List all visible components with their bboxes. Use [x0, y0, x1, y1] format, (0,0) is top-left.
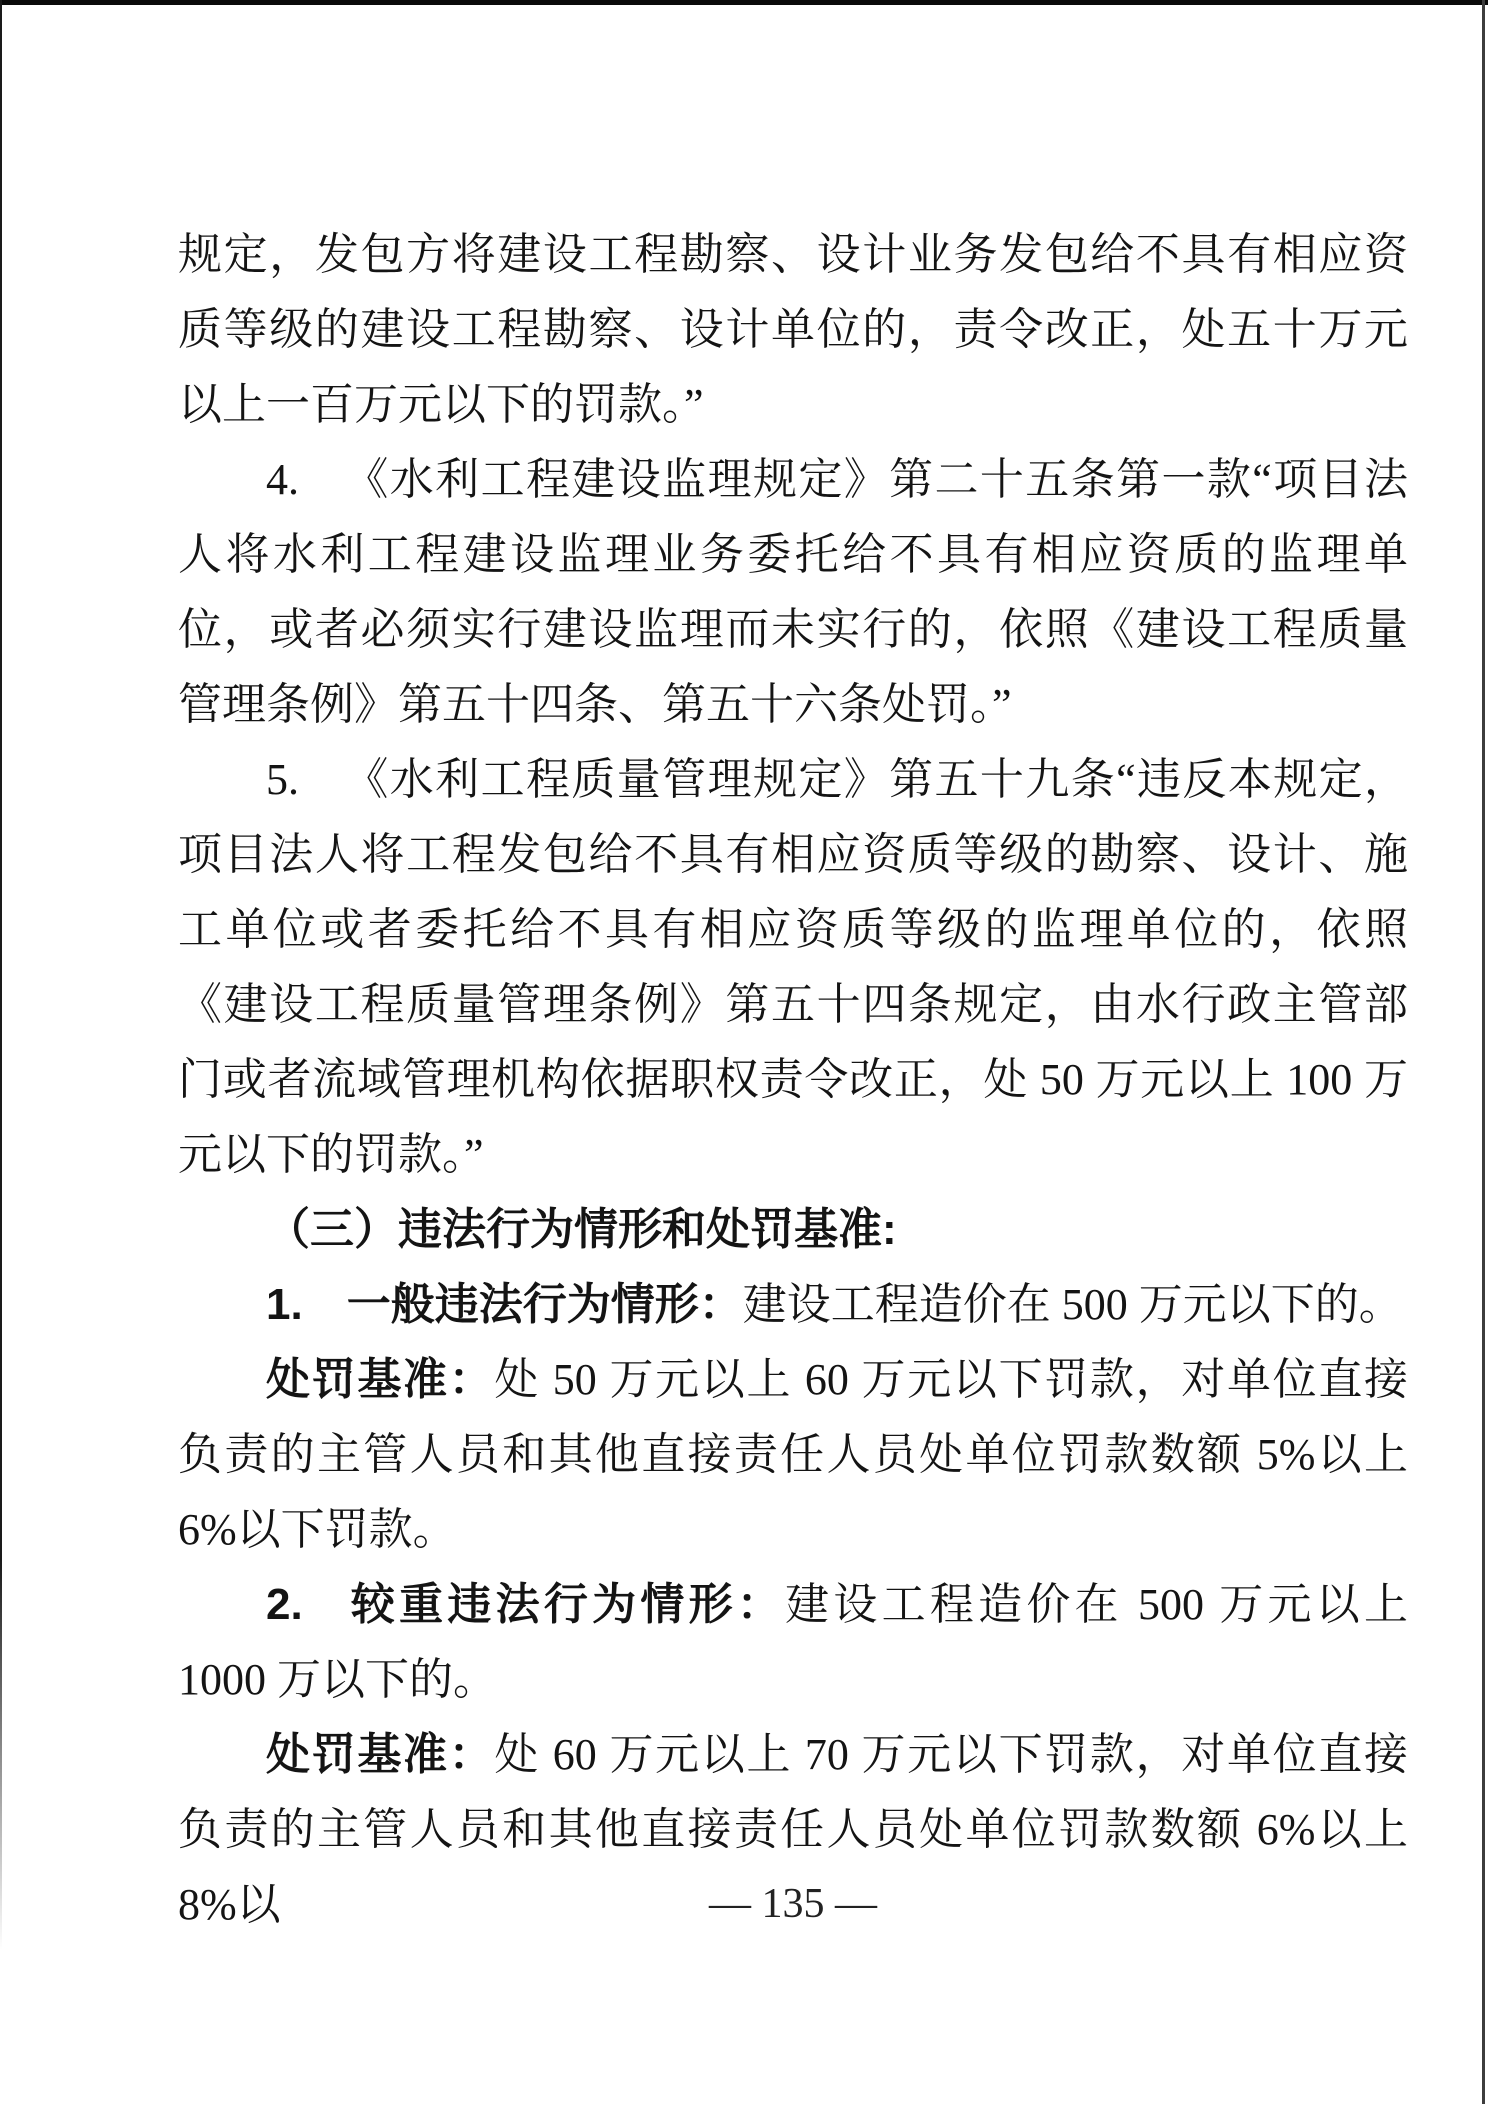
scan-edge-right: [1482, 0, 1485, 2104]
paragraph-text: 处 50 万元以上 60 万元以下罚款，对单位直接负责的主管人员和其他直接责任人员处单位罚款数额 5%以上 6%以下罚款。: [178, 1355, 1409, 1554]
paragraph-text: 建设工程造价在 500 万元以下的。: [742, 1280, 1403, 1329]
scan-edge-top: [0, 0, 1488, 5]
scan-edge-left: [0, 0, 2, 1950]
paragraph-continuation: 规定，发包方将建设工程勘察、设计业务发包给不具有相应资质等级的建设工程勘察、设计单位的，责令改正，处五十万元以上一百万元以下的罚款。”: [178, 230, 1408, 429]
paragraph-text: 建设工程造价在 500 万元以上 1000 万以下的。: [178, 1580, 1408, 1704]
section-heading: （三）违法行为情形和处罚基准:: [266, 1205, 897, 1254]
paragraph-item-4: 4. 《水利工程建设监理规定》第二十五条第一款“项目法人将水利工程建设监理业务委托给不具有相应资质的监理单位，或者必须实行建设监理而未实行的，依照《建设工程质量管理条例》第五十四条、第五十六条处罚。”: [178, 455, 1408, 729]
page-body: [178, 217, 1408, 1942]
paragraph-item-5: 5. 《水利工程质量管理规定》第五十九条“违反本规定，项目法人将工程发包给不具有相应资质等级的勘察、设计、施工单位或者委托给不具有相应资质等级的监理单位的，依照《建设工程质量管理条例》第五十四条规定，由水行政主管部门或者流域管理机构依据职权责令改正，处 50 万元以上 100 万元以下的罚款。”: [178, 755, 1408, 1179]
paragraph-lead: 1. 一般违法行为情形：: [266, 1280, 743, 1329]
paragraph-lead: 处罚基准：: [266, 1355, 495, 1404]
paragraph-lead: 处罚基准：: [266, 1730, 495, 1779]
paragraph-case-2: [178, 1567, 1408, 1717]
paragraph-case-1: [178, 1267, 1408, 1342]
paragraph-lead: 2. 较重违法行为情形：: [266, 1580, 786, 1629]
page-number: — 135 —: [709, 1881, 877, 1927]
paragraph-text: 处 60 万元以上 70 万元以下罚款，对单位直接负责的主管人员和其他直接责任人员处单位罚款数额 6%以上 8%以: [178, 1730, 1409, 1929]
paragraph-penalty-1: [178, 1342, 1408, 1567]
